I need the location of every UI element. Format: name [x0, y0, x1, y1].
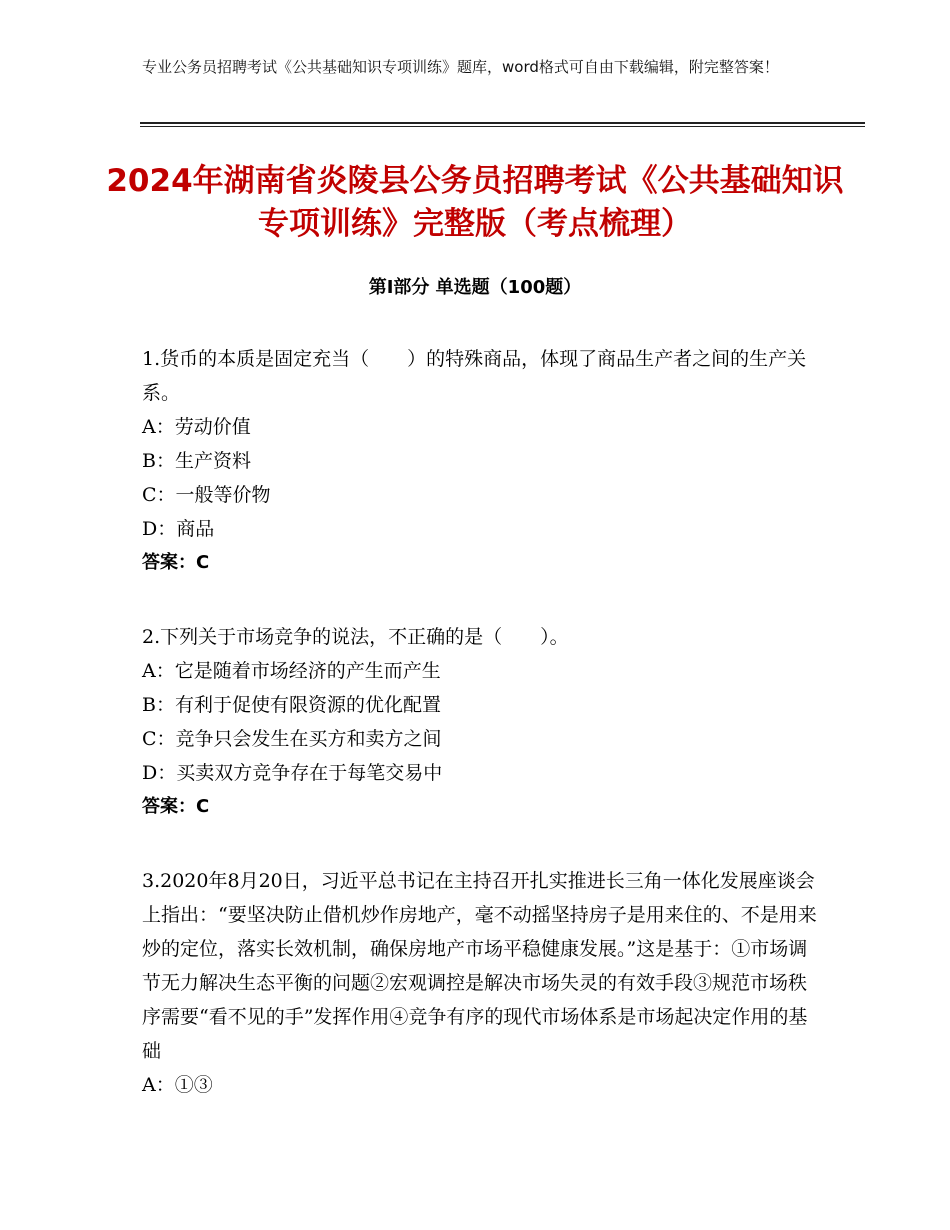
question-stem: 1.货币的本质是固定充当（ ）的特殊商品，体现了商品生产者之间的生产关系。 [142, 348, 807, 404]
document-title: 2024年湖南省炎陵县公务员招聘考试《公共基础知识专项训练》完整版（考点梳理） [106, 163, 844, 242]
option-b: B：有利于促使有限资源的优化配置 [142, 694, 441, 716]
answer: 答案：C [142, 552, 210, 573]
question-stem: 3.2020年8月20日，习近平总书记在主持召开扎实推进长三角一体化发展座谈会上指出：“要坚决防止借机炒作房地产，毫不动摇坚持房子是用来住的、不是用来炒的定位，落实长效机制，确保房地产市场平稳健康发展。”这是基于：①市场调节无力解决生态平衡的问题②宏观调控是解决市场失灵的有效手段③规范市场秩序需要“看不见的手”发挥作用④竞争有序的现代市场体系是市场起决定作用的基础 [142, 870, 817, 1062]
option-a: A：劳动价值 [142, 416, 251, 438]
question-stem: 2.下列关于市场竞争的说法，不正确的是（ ）。 [142, 626, 569, 648]
question-2 [142, 620, 822, 824]
answer: 答案：C [142, 796, 210, 817]
section-title: 第Ⅰ部分 单选题（100题） [368, 277, 582, 298]
question-3 [142, 864, 822, 1102]
option-a: A：它是随着市场经济的产生而产生 [142, 660, 441, 682]
header-note: 专业公务员招聘考试《公共基础知识专项训练》题库，word格式可自由下载编辑，附完整答案！ [142, 58, 779, 76]
question-1 [142, 342, 822, 580]
option-c: C：一般等价物 [142, 484, 271, 506]
question-list [142, 342, 822, 1142]
option-c: C：竞争只会发生在买方和卖方之间 [142, 728, 442, 750]
option-d: D：商品 [142, 518, 215, 540]
option-a: A：①③ [142, 1074, 213, 1096]
option-d: D：买卖双方竞争存在于每笔交易中 [142, 762, 443, 784]
option-b: B：生产资料 [142, 450, 251, 472]
header-divider-thin [140, 126, 865, 127]
header-divider [140, 122, 865, 124]
